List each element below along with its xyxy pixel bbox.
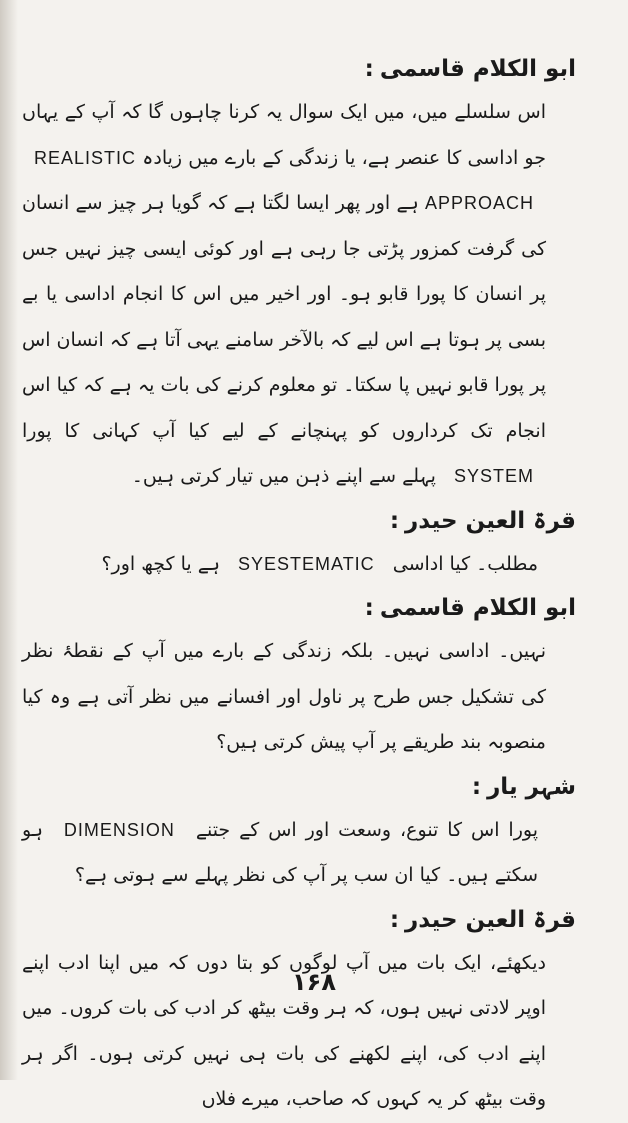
speaker-label: ابو الکلام قاسمی xyxy=(379,595,576,621)
dialogue-paragraph xyxy=(22,808,576,899)
page-text xyxy=(22,52,576,1123)
dialogue-paragraph xyxy=(22,542,576,588)
speaker-colon: : xyxy=(389,507,400,534)
speaker-name xyxy=(22,591,576,625)
speaker-label: قرۃ العین حیدر xyxy=(405,906,576,933)
dialogue-paragraph xyxy=(22,629,576,766)
dialogue-paragraph xyxy=(22,90,576,500)
english-term: DIMENSION xyxy=(63,819,175,840)
speaker-label: ابو الکلام قاسمی xyxy=(379,56,576,82)
text-segment: مطلب۔ کیا اداسی xyxy=(386,552,538,575)
speaker-name xyxy=(22,504,576,538)
speaker-colon: : xyxy=(364,56,374,82)
page-number: ۱۶۸ xyxy=(292,968,336,996)
speaker-name xyxy=(22,52,576,86)
english-term: SYESTEMATIC xyxy=(238,553,375,574)
english-term: SYSTEM xyxy=(453,466,534,486)
speaker-label: شہر یار xyxy=(487,773,576,800)
text-segment: ہے اور پھر ایسا لگتا ہے کہ گویا ہر چیز سے انسان کی گرفت کمزور پڑتی جا رہی ہے اور کوئی ایسی چیز نہیں جس پر انسان کا پورا قابو ہو۔ اور اخیر میں اس کا انجام اداسی یا بے بسی پر ہوتا ہے اس لیے کہ بالآخر سامنے یہی آتا ہے کہ انسان اس پر پورا قابو نہیں پا سکتا۔ تو معلوم کرنے کی بات یہ ہے کہ کیا اس انجام تک کرداروں کو پہنچانے کے لیے کیا آپ کہانی کا پورا xyxy=(22,192,546,442)
text-segment: ہے یا کچھ اور؟ xyxy=(101,552,226,575)
speaker-label: قرۃ العین حیدر xyxy=(405,507,576,534)
text-segment: اس سلسلے میں، میں ایک سوال یہ کرنا چاہوں گا کہ آپ کے یہاں جو اداسی کا عنصر ہے، یا زندگی کے بارے میں زیادہ xyxy=(22,101,546,169)
text-segment: پہلے سے اپنے ذہن میں تیار کرتی ہیں۔ xyxy=(131,465,442,487)
speaker-name xyxy=(22,770,576,804)
text-segment: نہیں۔ اداسی نہیں۔ بلکہ زندگی کے بارے میں آپ کے نقطۂ نظر کی تشکیل جس طرح پر ناول اور افسانے میں نظر آتی ہے وہ کیا منصوبہ بند طریقے پر آپ پیش کرتی ہیں؟ xyxy=(22,640,546,753)
speaker-colon: : xyxy=(364,595,374,621)
speaker-colon: : xyxy=(471,773,482,800)
text-segment: دیکھئے، ایک بات میں آپ لوگوں کو بتا دوں کہ میں اپنا ادب اپنے اوپر لادتی نہیں ہوں، کہ ہر وقت بیٹھ کر ادب کی بات کروں۔ میں اپنے ادب کی، اپنے لکھنے کی بات ہی نہیں کرتی ہوں۔ اگر ہر وقت بیٹھ کر یہ کہوں کہ صاحب، میرے فلاں xyxy=(22,951,546,1110)
text-segment: پورا اس کا تنوع، وسعت اور اس کے جتنے xyxy=(186,818,538,841)
english-term: REALISTIC APPROACH xyxy=(34,147,534,213)
speaker-colon: : xyxy=(389,906,400,933)
text-segment: ہو سکتے ہیں۔ کیا ان سب پر آپ کی نظر پہلے سے ہوتی ہے؟ xyxy=(22,818,538,886)
speaker-name xyxy=(22,903,576,937)
